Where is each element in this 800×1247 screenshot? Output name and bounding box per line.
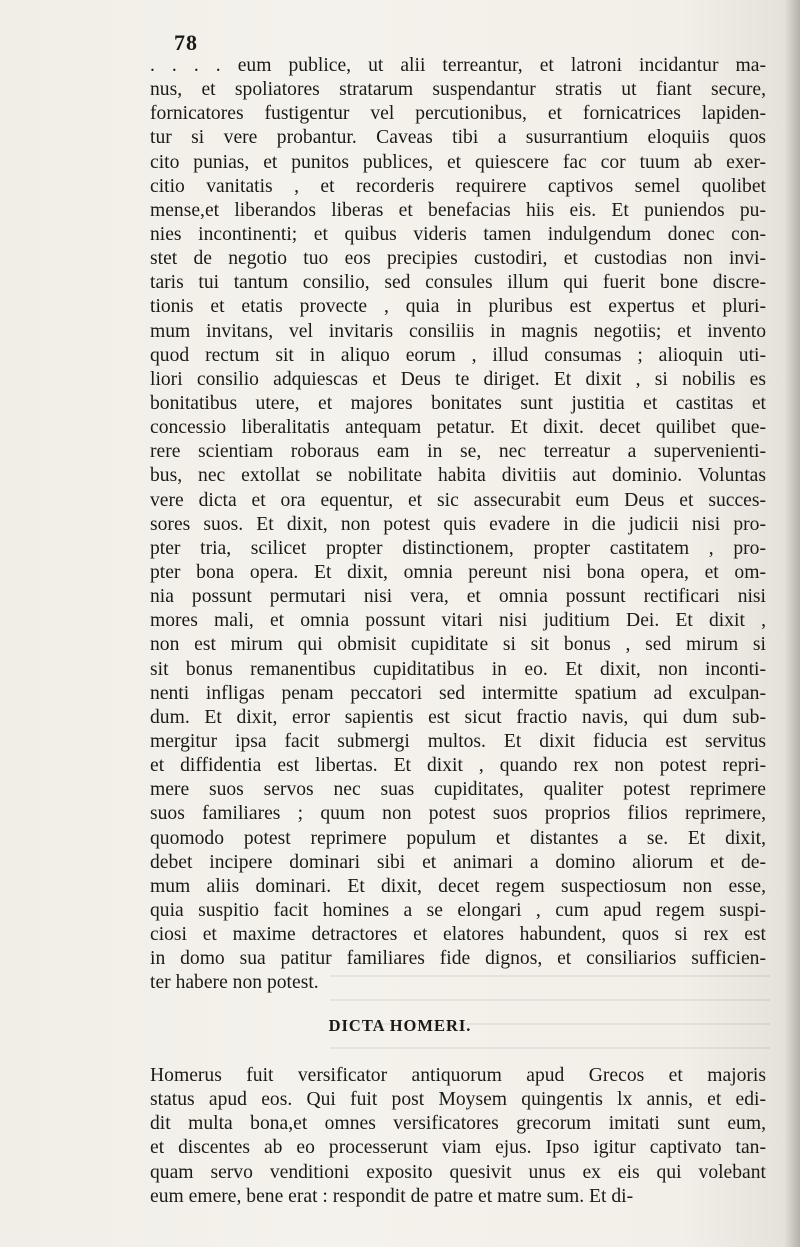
text-line: ter habere non potest. bbox=[150, 972, 319, 994]
text-line: bus, nec extollat se nobilitate habita divitiis aut dominio. Voluntas bbox=[150, 465, 766, 487]
text-line: suos familiares ; quum non potest suos proprios filios reprimere, bbox=[150, 803, 766, 825]
text-line: in domo sua patitur familiares fide dignos, et consiliarios sufficien- bbox=[150, 948, 766, 970]
text-line: tionis et etatis provecte , quia in pluribus est expertus et pluri- bbox=[150, 296, 766, 318]
text-line: cito punias, et punitos publices, et quiescere fac cor tuum ab exer- bbox=[150, 151, 766, 173]
text-line: mores mali, et omnia possunt vitari nisi juditium Dei. Et dixit , bbox=[150, 610, 766, 632]
text-line: dit multa bona,et omnes versificatores grecorum imitati sunt eum, bbox=[150, 1113, 766, 1135]
text-line: mum aliis dominari. Et dixit, decet regem suspectiosum non esse, bbox=[150, 875, 766, 897]
text-line: et diffidentia est libertas. Et dixit , quando rex non potest repri- bbox=[150, 755, 766, 777]
text-line: nenti infligas penam peccatori sed intermitte spatium ad exculpan- bbox=[150, 682, 766, 704]
text-line: quam servo venditioni exposito quesivit unus ex eis qui volebant bbox=[150, 1161, 766, 1183]
page-gutter-shadow bbox=[784, 0, 800, 1247]
text-line: quia suspitio facit homines a se elongari , cum apud regem suspi- bbox=[150, 899, 766, 921]
text-line: quod rectum sit in aliquo eorum , illud consumas ; alioquin uti- bbox=[150, 344, 766, 366]
text-line: nia possunt permutari nisi vera, et omnia possunt rectificari nisi bbox=[150, 586, 766, 608]
homer-paragraph bbox=[150, 1064, 766, 1209]
text-line: ciosi et maxime detractores et elatores habundent, quos si rex est bbox=[150, 924, 766, 946]
text-line: eum emere, bene erat : respondit de patre et matre sum. Et di- bbox=[150, 1185, 634, 1207]
text-line: debet incipere dominari sibi et animari a domino aliorum et de- bbox=[150, 851, 766, 873]
text-line: sit bonus remanentibus cupiditatibus in eo. Et dixit, non inconti- bbox=[150, 658, 766, 680]
text-line: quomodo potest reprimere populum et distantes a se. Et dixit, bbox=[150, 827, 766, 849]
text-line: status apud eos. Qui fuit post Moysem quingentis lx annis, et edi- bbox=[150, 1089, 766, 1111]
text-line: rere scientiam roboraus eam in se, nec terreatur a supervenienti- bbox=[150, 441, 766, 463]
text-line: stet de negotio tuo eos precipies custodiri, et custodias non invi- bbox=[150, 248, 766, 270]
text-line: fornicatores fustigentur vel percutionibus, et fornicatrices lapiden- bbox=[150, 103, 766, 125]
text-line: Homerus fuit versificator antiquorum apud Grecos et majoris bbox=[150, 1065, 766, 1086]
text-line: taris tui tantum consilio, sed consules illum qui fuerit bone discre- bbox=[150, 272, 766, 294]
text-line: mum invitans, vel invitaris consiliis in magnis negotiis; et invento bbox=[150, 320, 766, 342]
text-line: vere dicta et ora equentur, et sic assecurabit eum Deus et succes- bbox=[150, 489, 766, 511]
text-line: liori consilio adquiescas et Deus te diriget. Et dixit , si nobilis es bbox=[150, 368, 766, 390]
text-line: nus, et spoliatores stratarum suspendantur stratis ut fiant secure, bbox=[150, 79, 766, 101]
text-line: sores suos. Et dixit, non potest quis evadere in die judicii nisi pro- bbox=[150, 513, 766, 535]
text-line: dum. Et dixit, error sapientis est sicut fractio navis, qui dum sub- bbox=[150, 706, 766, 728]
text-line: nies incontinenti; et quibus videris tamen indulgendum donec con- bbox=[150, 223, 766, 245]
text-line: citio vanitatis , et recorderis requirere captivos semel quolibet bbox=[150, 175, 766, 197]
text-line: pter tria, scilicet propter distinctionem, propter castitatem , pro- bbox=[150, 537, 766, 559]
text-line: . . . . eum publice, ut alii terreantur, et latroni incidantur ma- bbox=[150, 55, 766, 76]
text-line: mere suos servos nec suas cupiditates, qualiter potest reprimere bbox=[150, 779, 766, 801]
text-line: concessio liberalitatis antequam petatur. Et dixit. decet quilibet que- bbox=[150, 417, 766, 439]
text-line: mense,et liberandos liberas et benefacias hiis eis. Et puniendos pu- bbox=[150, 199, 766, 221]
text-line: mergitur ipsa facit submergi multos. Et dixit fiducia est servitus bbox=[150, 730, 766, 752]
text-line: pter bona opera. Et dixit, omnia pereunt nisi bona opera, et om- bbox=[150, 561, 766, 583]
text-line: tur si vere probantur. Caveas tibi a susurrantium eloquiis quos bbox=[150, 127, 766, 149]
page-number: 78 bbox=[174, 30, 198, 55]
main-paragraph bbox=[150, 54, 766, 995]
text-line: non est mirum qui obmisit cupiditate si sit bonus , sed mirum si bbox=[150, 634, 766, 656]
text-line: et discentes ab eo processerunt viam ejus. Ipso igitur captivato tan- bbox=[150, 1137, 766, 1159]
section-heading: DICTA HOMERI. bbox=[328, 1016, 472, 1035]
text-line: bonitatibus utere, et majores bonitates sunt justitia et castitas et bbox=[150, 392, 766, 414]
